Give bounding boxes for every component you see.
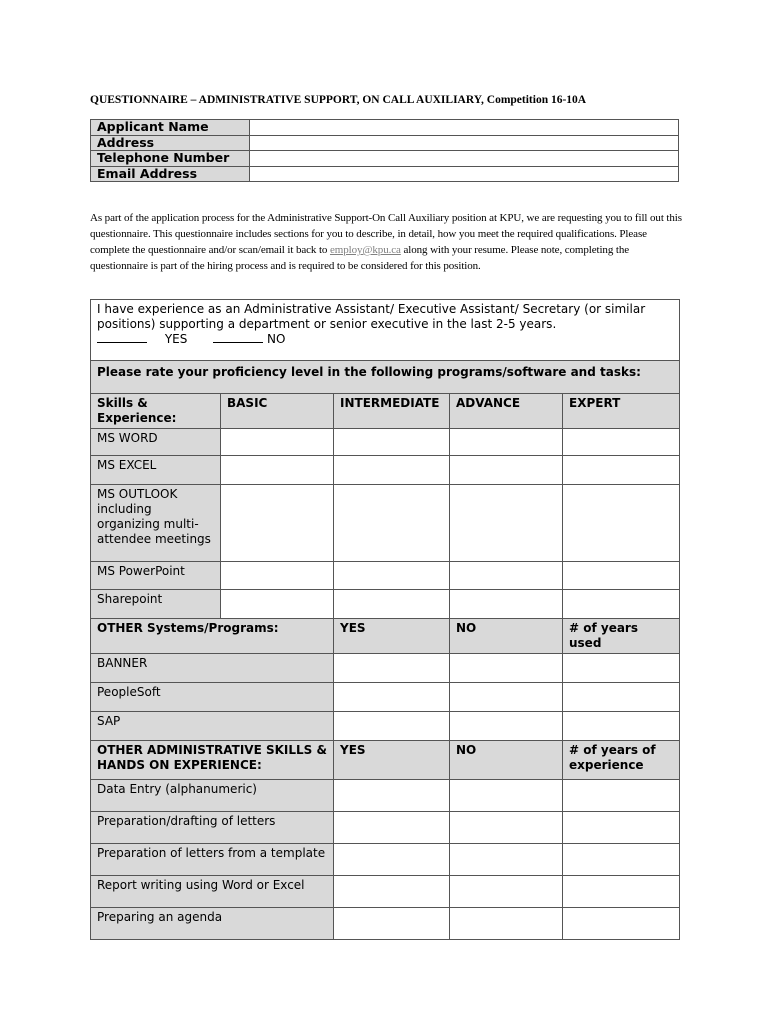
table-row: [91, 590, 680, 619]
yes-cell[interactable]: [334, 780, 450, 812]
table-row: [91, 780, 680, 812]
basic-cell[interactable]: [221, 485, 334, 562]
no-cell[interactable]: [450, 780, 563, 812]
skills-header: Skills & Experience:: [91, 394, 221, 429]
experience-question-text: I have experience as an Administrative Assistant/ Executive Assistant/ Secretary (or similar positions) supporting a department or senior executive in the last 2-5 years.: [97, 302, 646, 331]
table-row: [91, 120, 679, 136]
years-experience-header: # of years of experience: [563, 741, 680, 780]
no-cell[interactable]: [450, 812, 563, 844]
years-used-header: # of years used: [563, 619, 680, 654]
expert-cell[interactable]: [563, 485, 680, 562]
table-row: [91, 876, 680, 908]
yes-cell[interactable]: [334, 712, 450, 741]
no-header: NO: [450, 741, 563, 780]
table-row: [91, 562, 680, 590]
other-systems-header: OTHER Systems/Programs:: [91, 619, 334, 654]
years-cell[interactable]: [563, 844, 680, 876]
telephone-label: Telephone Number: [91, 151, 250, 167]
yes-cell[interactable]: [334, 844, 450, 876]
table-row: [91, 619, 680, 654]
no-header: NO: [450, 619, 563, 654]
table-row: [91, 151, 679, 167]
table-row: [91, 712, 680, 741]
basic-cell[interactable]: [221, 429, 334, 456]
years-cell[interactable]: [563, 654, 680, 683]
email-field[interactable]: [250, 166, 679, 182]
expert-cell[interactable]: [563, 456, 680, 485]
questionnaire-table: [90, 299, 680, 940]
table-row: [91, 844, 680, 876]
applicant-name-field[interactable]: [250, 120, 679, 136]
yes-cell[interactable]: [334, 908, 450, 940]
table-row: [91, 908, 680, 940]
yes-label: YES: [164, 332, 188, 346]
intermediate-cell[interactable]: [334, 485, 450, 562]
skill-label: MS WORD: [91, 429, 221, 456]
table-row: [91, 485, 680, 562]
no-label: NO: [267, 332, 286, 346]
intermediate-header: INTERMEDIATE: [334, 394, 450, 429]
admin-skill-label: Preparation/drafting of letters: [91, 812, 334, 844]
skill-label: MS PowerPoint: [91, 562, 221, 590]
expert-cell[interactable]: [563, 590, 680, 619]
intermediate-cell[interactable]: [334, 562, 450, 590]
basic-cell[interactable]: [221, 562, 334, 590]
no-cell[interactable]: [450, 712, 563, 741]
system-label: SAP: [91, 712, 334, 741]
admin-skill-label: Preparing an agenda: [91, 908, 334, 940]
basic-cell[interactable]: [221, 590, 334, 619]
basic-cell[interactable]: [221, 456, 334, 485]
years-cell[interactable]: [563, 812, 680, 844]
experience-question: [91, 300, 680, 361]
admin-skills-header: OTHER ADMINISTRATIVE SKILLS & HANDS ON EXPERIENCE:: [91, 741, 334, 780]
admin-skill-label: Preparation of letters from a template: [91, 844, 334, 876]
intermediate-cell[interactable]: [334, 429, 450, 456]
intro-text-end: along with your resume. Please note, completing the questionnaire is part of the hiring process and is required to be considered for this position.: [90, 244, 630, 272]
table-row: [91, 429, 680, 456]
table-row: [91, 361, 680, 394]
no-cell[interactable]: [450, 654, 563, 683]
table-row: [91, 654, 680, 683]
address-field[interactable]: [250, 135, 679, 151]
no-cell[interactable]: [450, 844, 563, 876]
expert-cell[interactable]: [563, 562, 680, 590]
table-row: [91, 394, 680, 429]
intro-text: As part of the application process for the Administrative Support-On Call Auxiliary position at KPU, we are requesting you to fill out this questionnaire. This questionnaire includes sections for you to describe, in detail, how you meet the required qualifications. Please complete the questionnaire and/or scan/email it back to: [90, 212, 682, 256]
applicant-info-table: [90, 119, 679, 182]
years-cell[interactable]: [563, 712, 680, 741]
email-link[interactable]: employ@kpu.ca: [329, 244, 401, 256]
table-row: [91, 741, 680, 780]
advance-cell[interactable]: [450, 485, 563, 562]
yes-blank[interactable]: [97, 332, 147, 343]
table-row: [91, 166, 679, 182]
table-row: [91, 135, 679, 151]
advance-cell[interactable]: [450, 562, 563, 590]
advance-cell[interactable]: [450, 590, 563, 619]
skill-label: Sharepoint: [91, 590, 221, 619]
admin-skill-label: Data Entry (alphanumeric): [91, 780, 334, 812]
intermediate-cell[interactable]: [334, 590, 450, 619]
advance-cell[interactable]: [450, 456, 563, 485]
page-title: QUESTIONNAIRE – ADMINISTRATIVE SUPPORT, ON CALL AUXILIARY, Competition 16-10A: [90, 94, 587, 106]
yes-cell[interactable]: [334, 683, 450, 712]
yes-cell[interactable]: [334, 876, 450, 908]
table-row: [91, 300, 680, 361]
proficiency-heading: Please rate your proficiency level in the following programs/software and tasks:: [91, 361, 680, 394]
no-blank[interactable]: [213, 332, 263, 343]
years-cell[interactable]: [563, 683, 680, 712]
skill-label: MS EXCEL: [91, 456, 221, 485]
yes-header: YES: [334, 619, 450, 654]
expert-header: EXPERT: [563, 394, 680, 429]
applicant-name-label: Applicant Name: [91, 120, 250, 136]
table-row: [91, 683, 680, 712]
intermediate-cell[interactable]: [334, 456, 450, 485]
years-cell[interactable]: [563, 876, 680, 908]
no-cell[interactable]: [450, 683, 563, 712]
system-label: BANNER: [91, 654, 334, 683]
email-label: Email Address: [91, 166, 250, 182]
expert-cell[interactable]: [563, 429, 680, 456]
intro-paragraph: [90, 210, 685, 274]
system-label: PeopleSoft: [91, 683, 334, 712]
yes-cell[interactable]: [334, 654, 450, 683]
skill-label: MS OUTLOOK including organizing multi-attendee meetings: [91, 485, 221, 562]
yes-cell[interactable]: [334, 812, 450, 844]
yes-header: YES: [334, 741, 450, 780]
advance-header: ADVANCE: [450, 394, 563, 429]
advance-cell[interactable]: [450, 429, 563, 456]
telephone-field[interactable]: [250, 151, 679, 167]
table-row: [91, 456, 680, 485]
address-label: Address: [91, 135, 250, 151]
basic-header: BASIC: [221, 394, 334, 429]
no-cell[interactable]: [450, 876, 563, 908]
years-cell[interactable]: [563, 780, 680, 812]
years-cell[interactable]: [563, 908, 680, 940]
table-row: [91, 812, 680, 844]
yes-no-line: [97, 332, 673, 347]
admin-skill-label: Report writing using Word or Excel: [91, 876, 334, 908]
no-cell[interactable]: [450, 908, 563, 940]
